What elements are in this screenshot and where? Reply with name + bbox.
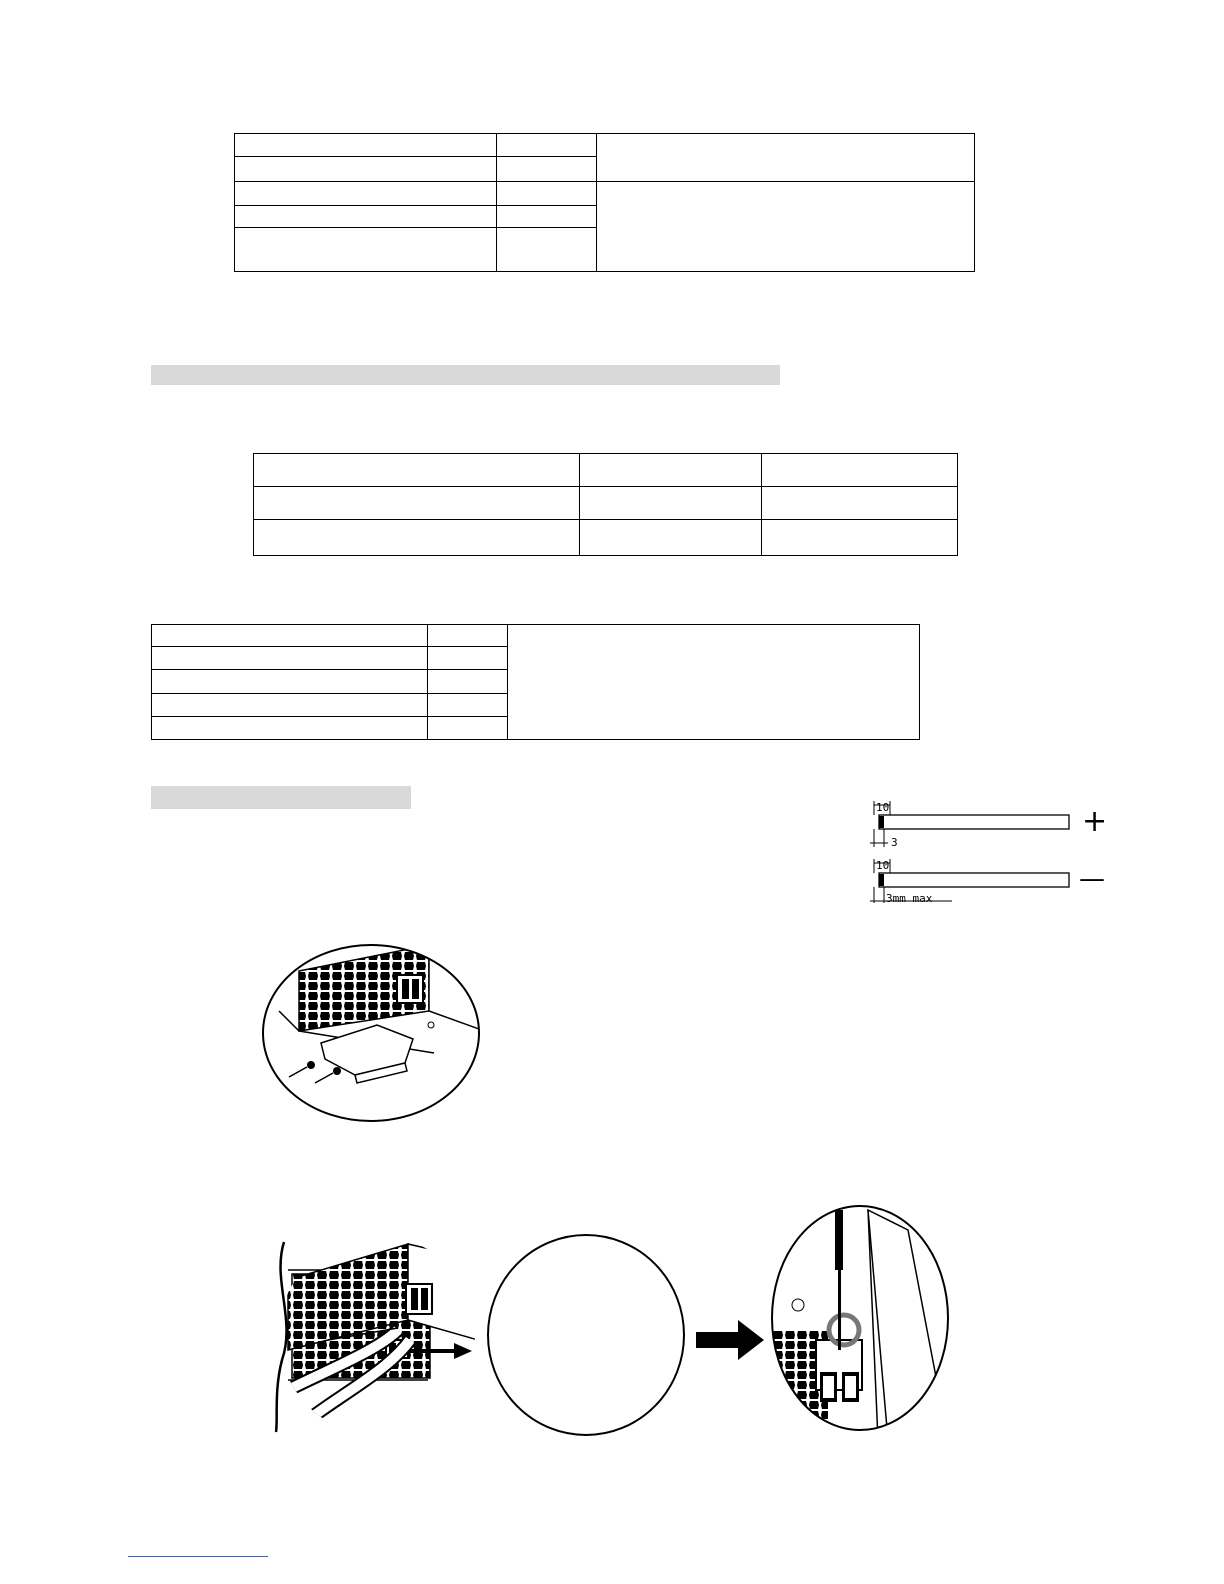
table-cell [762, 487, 958, 520]
table-cell [235, 228, 497, 272]
table-cell [235, 157, 497, 182]
table-cell [235, 134, 497, 157]
wire-connection-steps-illustration [268, 1180, 948, 1440]
table-cell [497, 134, 597, 157]
table-cell [580, 487, 762, 520]
table-cell [152, 717, 428, 740]
table-cell [254, 454, 580, 487]
table-cell [254, 520, 580, 556]
terminal-cover-removal-illustration [259, 941, 483, 1125]
bottom-strip-label: 3mm max [886, 892, 933, 905]
negative-sign: — [1079, 864, 1105, 894]
table-cell [428, 717, 508, 740]
top-dimension-label: 10 [876, 801, 890, 814]
table-cell [597, 134, 975, 182]
table-cell [497, 206, 597, 228]
table-cell [235, 206, 497, 228]
section-heading-bar [151, 365, 780, 385]
right-arrow-icon [696, 1320, 764, 1360]
positive-wire [870, 801, 1069, 847]
section-heading-bar [151, 786, 411, 809]
table-cell [580, 520, 762, 556]
table-cell [152, 647, 428, 670]
bottom-dimension-label: 10 [876, 859, 890, 872]
table-cell [497, 228, 597, 272]
table-cell [428, 670, 508, 694]
table-cell [508, 625, 920, 740]
table-cell [762, 520, 958, 556]
table-cell [235, 182, 497, 206]
table-cell [428, 647, 508, 670]
footnote-rule [128, 1556, 268, 1557]
table-cell [152, 694, 428, 717]
table-cell [428, 625, 508, 647]
spec-table-3 [151, 624, 920, 740]
table-cell [497, 182, 597, 206]
wire-strip-diagram [862, 793, 1112, 908]
table-cell [254, 487, 580, 520]
positive-sign: + [1082, 804, 1108, 839]
table-cell [580, 454, 762, 487]
table-cell [597, 182, 975, 272]
top-strip-label: 3 [891, 836, 898, 849]
table-cell [762, 454, 958, 487]
table-cell [497, 157, 597, 182]
spec-table-1 [234, 133, 975, 272]
table-cell [428, 694, 508, 717]
table-cell [152, 670, 428, 694]
table-cell [152, 625, 428, 647]
spec-table-2 [253, 453, 958, 556]
